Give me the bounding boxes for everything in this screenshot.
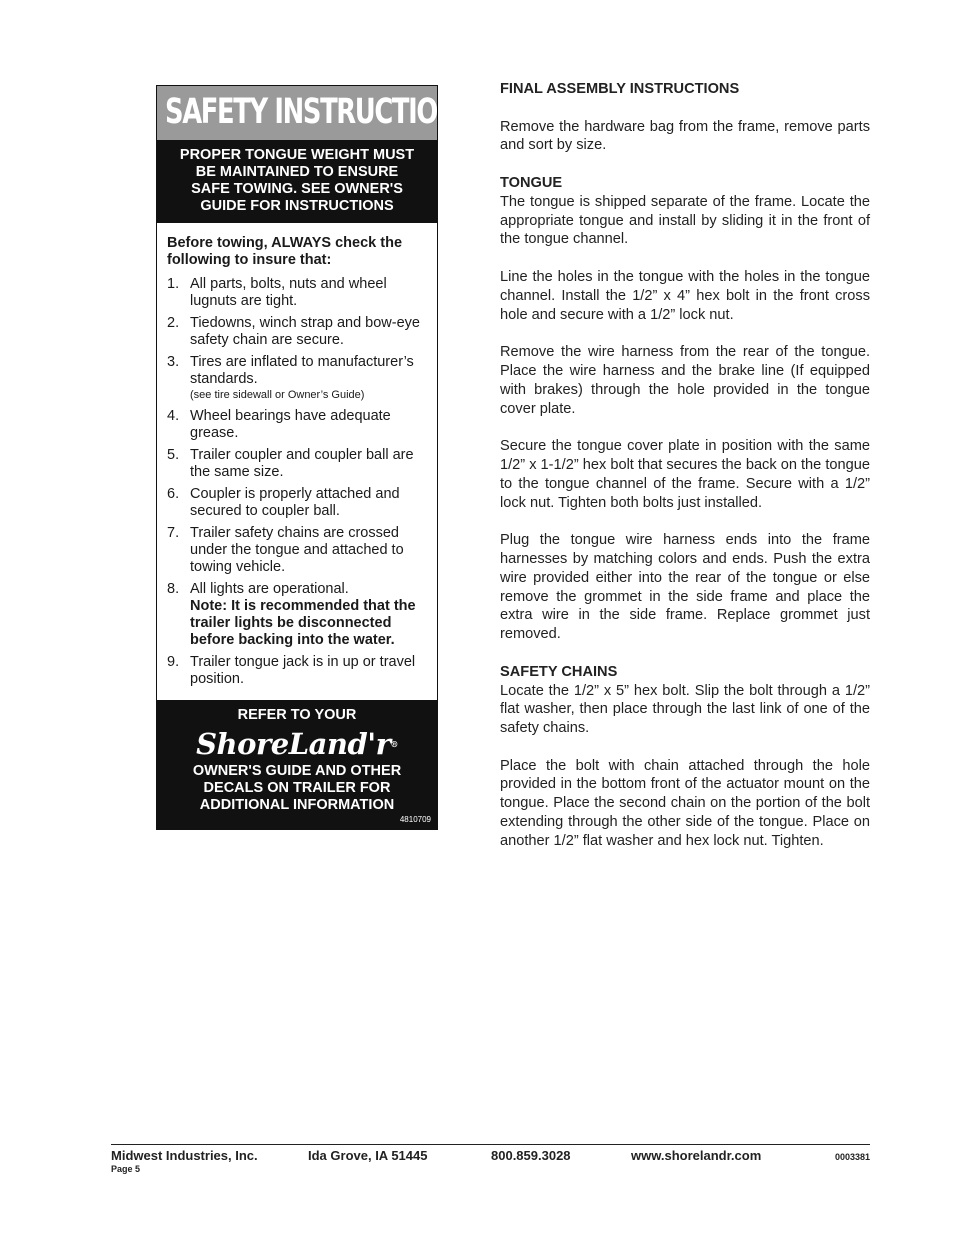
item-number: 5.	[167, 447, 180, 463]
logo-wordmark: ShoreLand'r	[196, 727, 391, 761]
checklist-item	[167, 276, 429, 310]
paragraph: Place the bolt with chain attached through the hole provided in the bottom front of the actuator mount on the tongue. Place the second chain on the portion of the bolt extending through the other side of the tongue. Place on another 1/2” flat washer and hex lock nut. Tighten.	[500, 757, 870, 849]
item-text: All lights are operational.	[190, 581, 349, 597]
item-number: 8.	[167, 581, 180, 597]
registered-mark: ®	[390, 739, 398, 749]
warning-line: SAFE TOWING. SEE OWNER'S	[191, 181, 403, 197]
checklist-item	[167, 486, 429, 520]
checklist-item	[167, 654, 429, 688]
safety-chains-heading: SAFETY CHAINS	[500, 663, 618, 680]
paragraph: Line the holes in the tongue with the holes in the tongue channel. Install the 1/2” x 4” hex bolt in the front cross hole and secure with a 1/2” lock nut.	[500, 268, 870, 323]
warning-line: PROPER TONGUE WEIGHT MUST	[179, 147, 415, 163]
paragraph: Remove the hardware bag from the frame, remove parts and sort by size.	[500, 118, 870, 154]
page-number: Page 5	[111, 1164, 141, 1174]
item-number: 3.	[167, 354, 180, 370]
company-website: www.shorelandr.com	[631, 1148, 762, 1163]
document-number: 0003381	[834, 1152, 870, 1162]
checklist-section	[157, 223, 437, 688]
decal-title: SAFETY INSTRUCTIONS	[165, 92, 475, 133]
checklist-intro: Before towing, ALWAYS check the following to insure that:	[167, 235, 403, 268]
item-text: Trailer safety chains are crossed under the tongue and attached to towing vehicle.	[190, 525, 404, 575]
item-number: 4.	[167, 408, 180, 424]
item-number: 7.	[167, 525, 180, 541]
paragraph: Remove the wire harness from the rear of the tongue. Place the wire harness and the brake line (If equipped with brakes) through the hole provided in the tongue cover plate.	[500, 344, 870, 417]
item-note: Note: It is recommended that the trailer lights be disconnected before backing into the water.	[190, 598, 416, 648]
decal-title-bar	[157, 86, 475, 140]
checklist-item	[167, 525, 429, 576]
paragraph: The tongue is shipped separate of the frame. Locate the appropriate tongue and install by sliding it in the front of the tongue channel.	[500, 193, 870, 248]
checklist-item	[167, 408, 429, 442]
safety-instructions-decal	[156, 85, 475, 830]
item-number: 2.	[167, 315, 180, 331]
decal-part-number: 4810709	[399, 815, 431, 824]
company-phone: 800.859.3028	[491, 1148, 571, 1163]
warning-line: BE MAINTAINED TO ENSURE	[195, 164, 399, 180]
checklist-item	[167, 354, 429, 403]
company-address: Ida Grove, IA 51445	[308, 1148, 428, 1163]
tongue-heading: TONGUE	[500, 174, 563, 191]
item-text: Wheel bearings have adequate grease.	[190, 408, 391, 441]
paragraph: Locate the 1/2” x 5” hex bolt. Slip the bolt through a 1/2” flat washer, then place through the last link of one of the safety chains.	[500, 682, 870, 737]
footer-line: DECALS ON TRAILER FOR	[203, 780, 391, 796]
refer-text: REFER TO YOUR	[237, 707, 357, 723]
company-name: Midwest Industries, Inc.	[111, 1148, 258, 1163]
checklist	[167, 276, 429, 688]
item-text: Tires are inflated to manufacturer’s standards.	[190, 354, 414, 387]
footer-line: ADDITIONAL INFORMATION	[199, 797, 395, 813]
item-text: Coupler is properly attached and secured to coupler ball.	[190, 486, 400, 519]
tongue-weight-warning	[157, 140, 437, 223]
warning-line: GUIDE FOR INSTRUCTIONS	[200, 198, 394, 214]
item-text: Tiedowns, winch strap and bow-eye safety chain are secure.	[190, 315, 420, 348]
paragraph: Secure the tongue cover plate in position with the same 1/2” x 1-1/2” hex bolt that secures the back on the tongue to the tongue channel of the frame. Secure with a 1/2” lock nut. Tighten both bolts just installed.	[500, 438, 870, 511]
shorelandr-logo	[157, 727, 437, 761]
footer-rule	[111, 1144, 870, 1145]
item-number: 6.	[167, 486, 180, 502]
paragraph: Plug the tongue wire harness ends into the frame harnesses by matching colors and ends. Push the extra wire provided either into the rear of the tongue or else remove the grommet in the side frame and place the extra wire in the side frame. Replace grommet just removed.	[500, 532, 870, 643]
item-subnote: (see tire sidewall or Owner’s Guide)	[190, 389, 365, 401]
item-text: All parts, bolts, nuts and wheel lugnuts are tight.	[190, 276, 387, 309]
checklist-item	[167, 315, 429, 349]
item-number: 9.	[167, 654, 180, 670]
decal-footer	[157, 700, 437, 829]
section-heading: FINAL ASSEMBLY INSTRUCTIONS	[500, 81, 740, 97]
checklist-item	[167, 581, 429, 649]
footer-line: OWNER'S GUIDE AND OTHER	[192, 763, 402, 779]
item-number: 1.	[167, 276, 180, 292]
item-text: Trailer tongue jack is in up or travel position.	[190, 654, 416, 687]
item-text: Trailer coupler and coupler ball are the same size.	[190, 447, 414, 480]
assembly-instructions	[500, 80, 870, 851]
checklist-item	[167, 447, 429, 481]
